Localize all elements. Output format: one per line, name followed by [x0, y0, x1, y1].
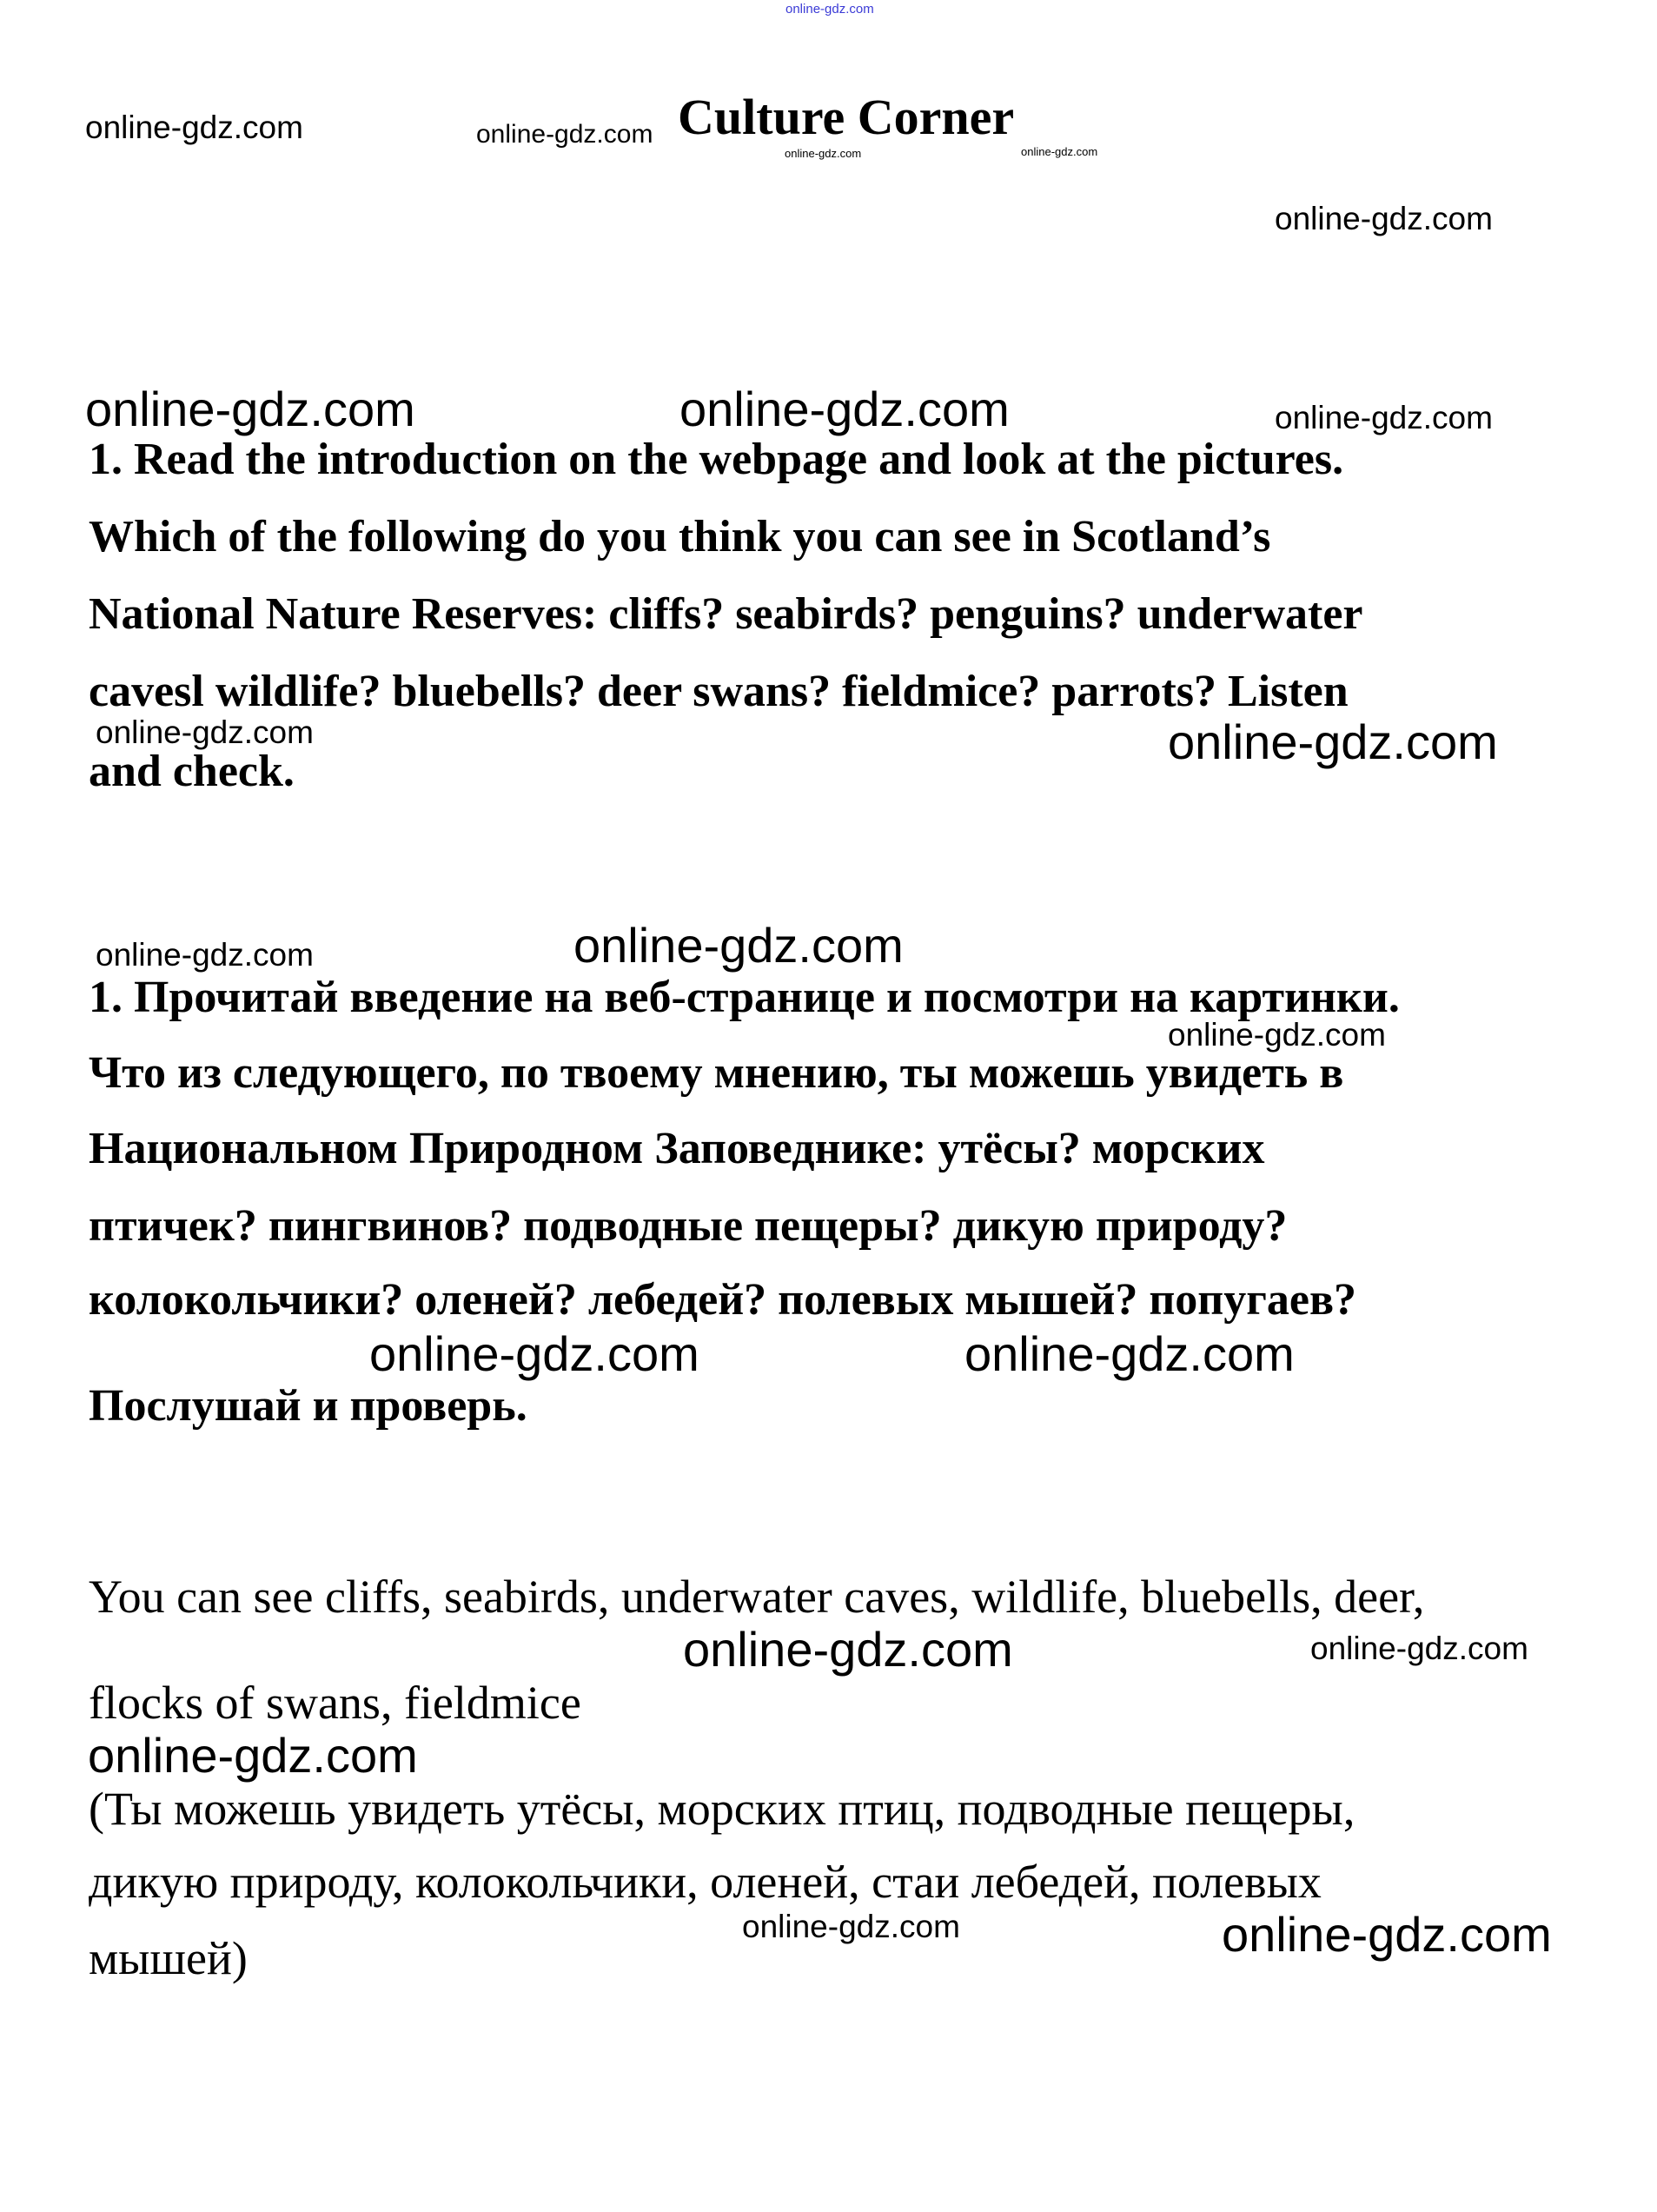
question-en-line: National Nature Reserves: cliffs? seabirds? penguins? underwater — [89, 589, 1363, 639]
question-ru-line: Национальном Природном Заповеднике: утёсы? морских — [89, 1124, 1265, 1173]
question-en-line: Which of the following do you think you can see in Scotland’s — [89, 512, 1271, 561]
watermark: online-gdz.com — [1168, 714, 1498, 769]
watermark: online-gdz.com — [96, 937, 314, 973]
question-ru-line: 1. Прочитай введение на веб-странице и посмотри на картинки. — [89, 973, 1400, 1022]
watermark: online-gdz.com — [679, 382, 1010, 436]
watermark: online-gdz.com — [369, 1326, 699, 1381]
answer-en-line: flocks of swans, fieldmice — [89, 1677, 581, 1729]
watermark: online-gdz.com — [85, 110, 303, 145]
watermark: online-gdz.com — [1168, 1017, 1386, 1053]
question-en-line: and check. — [89, 747, 295, 796]
watermark: online-gdz.com — [573, 918, 904, 973]
watermark: online-gdz.com — [1222, 1907, 1552, 1962]
question-ru-line: Что из следующего, по твоему мнению, ты можешь увидеть в — [89, 1048, 1344, 1098]
watermark: online-gdz.com — [1275, 201, 1493, 236]
watermark: online-gdz.com — [785, 147, 862, 160]
question-en-line: 1. Read the introduction on the webpage and look at the pictures. — [89, 435, 1344, 484]
question-ru-line: колокольчики? оленей? лебедей? полевых мышей? попугаев? — [89, 1275, 1357, 1325]
answer-en-line: You can see cliffs, seabirds, underwater caves, wildlife, bluebells, deer, — [89, 1571, 1425, 1623]
watermark: online-gdz.com — [742, 1909, 960, 1944]
question-ru-line: Послушай и проверь. — [89, 1381, 527, 1431]
watermark: online-gdz.com — [1275, 400, 1493, 435]
watermark: online-gdz.com — [683, 1622, 1013, 1677]
watermark: online-gdz.com — [85, 382, 415, 436]
watermark: online-gdz.com — [1021, 145, 1098, 158]
watermark: online-gdz.com — [96, 714, 314, 750]
top-watermark: online-gdz.com — [785, 2, 874, 17]
answer-ru-line: мышей) — [89, 1932, 248, 1984]
question-ru-line: птичек? пингвинов? подводные пещеры? дикую природу? — [89, 1201, 1288, 1251]
question-en-line: cavesl wildlife? bluebells? deer swans? fieldmice? parrots? Listen — [89, 667, 1349, 716]
watermark: online-gdz.com — [1310, 1631, 1528, 1666]
watermark: online-gdz.com — [964, 1326, 1295, 1381]
answer-ru-line: (Ты можешь увидеть утёсы, морских птиц, подводные пещеры, — [89, 1783, 1355, 1835]
watermark: online-gdz.com — [476, 120, 653, 149]
answer-ru-line: дикую природу, колокольчики, оленей, стаи лебедей, полевых — [89, 1856, 1322, 1908]
page-title: Culture Corner — [678, 89, 1015, 145]
watermark: online-gdz.com — [88, 1728, 418, 1783]
